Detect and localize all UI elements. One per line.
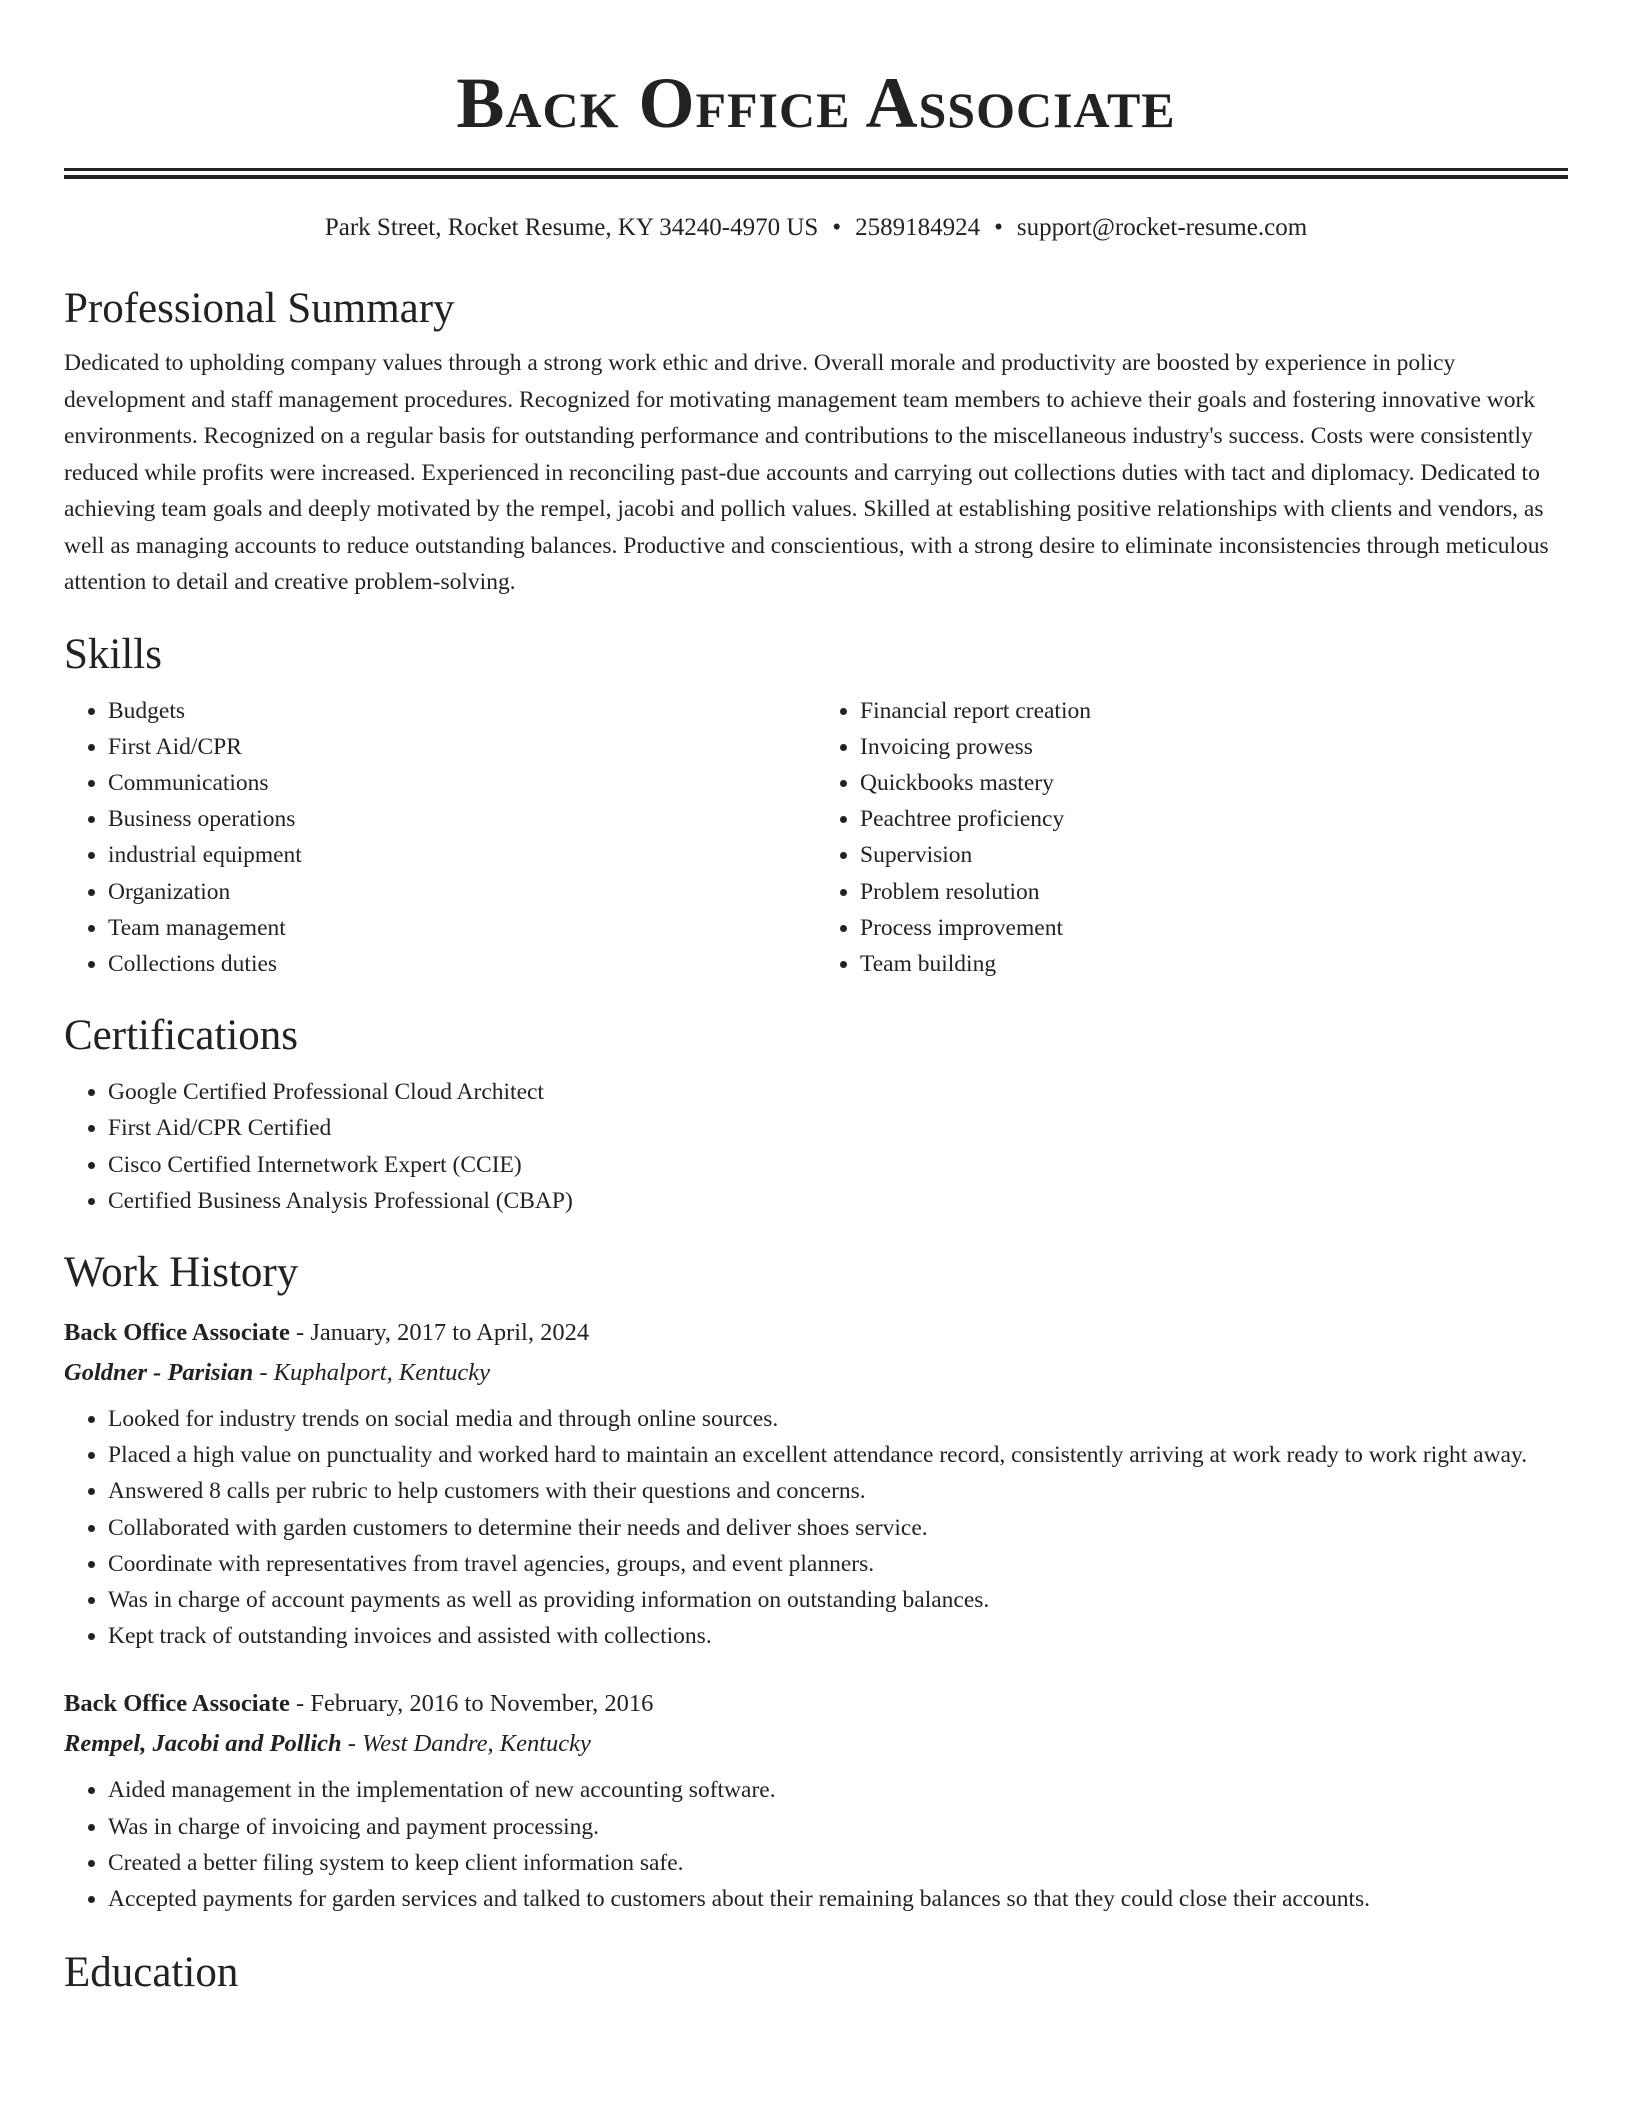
- contact-phone: 2589184924: [855, 214, 981, 241]
- skill-item: • Invoicing prowess: [860, 729, 1568, 765]
- section-heading: Professional Summary: [64, 285, 455, 332]
- skill-item: • Problem resolution: [860, 874, 1568, 910]
- job-bullet: • Coordinate with representatives from travel agencies, groups, and event planners.: [108, 1546, 1568, 1582]
- section-heading: Certifications: [64, 1012, 299, 1060]
- job-bullet: • Was in charge of account payments as well as providing information on outstanding balances.: [108, 1582, 1568, 1618]
- contact-email: support@rocket-resume.com: [1016, 214, 1308, 241]
- skill-item: • Quickbooks mastery: [860, 765, 1568, 801]
- certification-item: • Certified Business Analysis Professional (CBAP): [108, 1183, 1568, 1219]
- skill-item: • Team management: [108, 910, 816, 946]
- job-title: Back Office Associate: [64, 1318, 290, 1346]
- contact-address: Park Street, Rocket Resume, KY 34240-4970 US: [324, 214, 819, 241]
- skill-item: • Process improvement: [860, 910, 1568, 946]
- contact-line: [64, 211, 1568, 245]
- skill-item: • Communications: [108, 765, 816, 801]
- job-bullet: • Created a better filing system to keep client information safe.: [108, 1845, 1568, 1881]
- job-bullet: • Answered 8 calls per rubric to help customers with their questions and concerns.: [108, 1473, 1568, 1509]
- job-bullet: • Was in charge of invoicing and payment processing.: [108, 1809, 1568, 1845]
- skills-columns: [64, 683, 1568, 983]
- certifications-list: [64, 1074, 1568, 1219]
- job-dates: - February, 2016 to November, 2016: [289, 1690, 654, 1718]
- job-entry: [64, 1684, 1568, 1917]
- skill-item: • Peachtree proficiency: [860, 801, 1568, 837]
- skill-item: • Budgets: [108, 693, 816, 729]
- certification-item: • Google Certified Professional Cloud Architect: [108, 1074, 1568, 1110]
- skill-item: • Supervision: [860, 837, 1568, 873]
- job-location: - West Dandre, Kentucky: [341, 1730, 591, 1758]
- section-heading: Work History: [64, 1248, 299, 1296]
- job-company-line: [64, 1353, 1568, 1393]
- resume-name: Back Office Associate: [456, 63, 1176, 143]
- job-location: - Kuphalport, Kentucky: [253, 1358, 491, 1386]
- job-bullet: • Kept track of outstanding invoices and assisted with collections.: [108, 1618, 1568, 1654]
- skill-item: • First Aid/CPR: [108, 729, 816, 765]
- certifications-section: [64, 1008, 1568, 1219]
- skill-item: • Team building: [860, 946, 1568, 982]
- skills-list-left: [64, 693, 816, 983]
- job-bullets: [64, 1772, 1568, 1917]
- job-title: Back Office Associate: [64, 1690, 290, 1718]
- skill-item: • Collections duties: [108, 946, 816, 982]
- certification-item: • First Aid/CPR Certified: [108, 1110, 1568, 1146]
- job-bullets: [64, 1401, 1568, 1654]
- professional-summary-section: [64, 281, 1568, 601]
- summary-text: Dedicated to upholding company values through a strong work ethic and drive. Overall morale and productivity are boosted by experience in policy development and staff management procedures. Recognized for motivating management team members to achieve their goals and fostering innovative work environments. Recognized on a regular basis for outstanding performance and contributions to the miscellaneous industry's success. Costs were consistently reduced while profits were increased. Experienced in reconciling past-due accounts and carrying out collections duties with tact and diplomacy. Dedicated to achieving team goals and deeply motivated by the rempel, jacobi and pollich values. Skilled at establishing positive relationships with clients and vendors, as well as managing accounts to reduce outstanding balances. Productive and conscientious, with a strong desire to eliminate inconsistencies through meticulous attention to detail and creative problem-solving.: [64, 350, 1549, 595]
- work-history-section: [64, 1245, 1568, 1917]
- job-bullet: • Accepted payments for garden services and talked to customers about their remaining balances so that they could close their accounts.: [108, 1881, 1568, 1917]
- contact-separator: •: [994, 214, 1003, 241]
- job-company: Rempel, Jacobi and Pollich: [64, 1730, 342, 1758]
- skill-item: • industrial equipment: [108, 837, 816, 873]
- job-bullet: • Collaborated with garden customers to determine their needs and deliver shoes service.: [108, 1510, 1568, 1546]
- job-bullet: • Aided management in the implementation of new accounting software.: [108, 1772, 1568, 1808]
- education-section: [64, 1945, 1568, 2001]
- job-entry: [64, 1313, 1568, 1654]
- section-heading: Skills: [64, 630, 162, 678]
- job-dates: - January, 2017 to April, 2024: [289, 1318, 590, 1346]
- skill-item: • Organization: [108, 874, 816, 910]
- skills-section: [64, 627, 1568, 983]
- certification-item: • Cisco Certified Internetwork Expert (CCIE): [108, 1147, 1568, 1183]
- job-bullet: • Looked for industry trends on social media and through online sources.: [108, 1401, 1568, 1437]
- job-company: Goldner - Parisian: [64, 1358, 254, 1386]
- header-divider: [64, 168, 1568, 179]
- skill-item: • Business operations: [108, 801, 816, 837]
- job-company-line: [64, 1724, 1568, 1764]
- contact-separator: •: [832, 214, 842, 241]
- skills-list-right: [816, 693, 1568, 983]
- job-bullet: • Placed a high value on punctuality and worked hard to maintain an excellent attendance record, consistently arriving at work ready to work right away.: [108, 1437, 1568, 1473]
- skill-item: • Financial report creation: [860, 693, 1568, 729]
- job-title-line: [64, 1313, 1568, 1353]
- section-heading: Education: [64, 1949, 239, 1997]
- job-title-line: [64, 1684, 1568, 1724]
